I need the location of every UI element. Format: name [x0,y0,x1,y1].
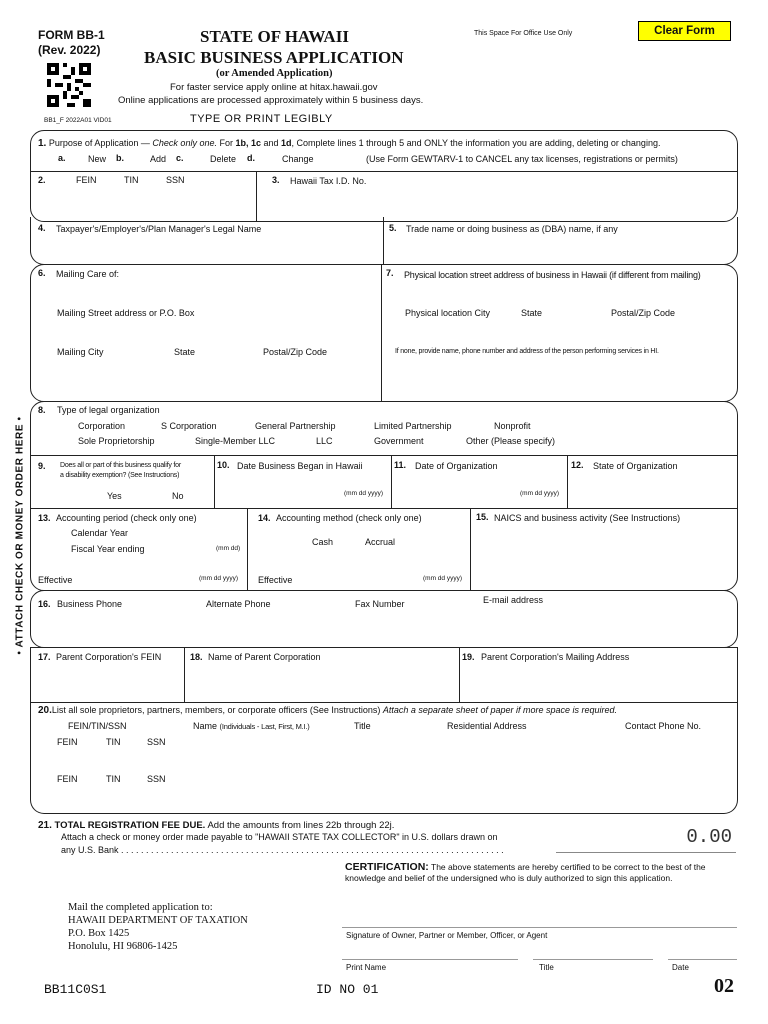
mail-city: Honolulu, HI 96806-1425 [68,941,178,952]
line-4-num: 4. [38,223,46,233]
accounting-period-label: Accounting period (check only one) [56,513,197,523]
row2-fein-checkbox[interactable]: FEIN [57,774,78,784]
parent-name-field[interactable] [190,667,454,697]
line-21-text-3: any U.S. Bank . . . . . . . . . . . . . . . . . . . . . . . . . . . . . . . . . . . . . . . . . . . . . . . . . . . . . . . . . . . . . . . . . . . . . . . . . . . . . [61,845,504,855]
org-other-checkbox[interactable]: Other (Please specify) [466,436,556,446]
line-7-num: 7. [386,268,394,278]
line-18-num: 18. [190,652,203,662]
form-rev: (Rev. 2022) [38,43,101,57]
title-field[interactable] [533,940,653,959]
dba-name-label: Trade name or doing business as (DBA) name, if any [406,224,618,234]
date-organization-label: Date of Organization [415,461,498,471]
cash-checkbox[interactable]: Cash [312,537,334,547]
officer-row-1-fields[interactable] [36,748,732,768]
title-line [533,959,653,960]
online-note-2: Online applications are processed approximately within 5 business days. [118,95,424,106]
divider [459,647,460,703]
option-add-checkbox[interactable]: Add [150,154,167,164]
physical-city-field[interactable] [386,320,732,342]
naics-label: NAICS and business activity (See Instructions) [494,513,681,523]
option-c-letter: c. [176,153,184,163]
signature-line [342,927,737,928]
disability-yes-checkbox[interactable]: Yes [107,491,122,501]
officers-phone-header: Contact Phone No. [625,721,702,731]
option-a-letter: a. [58,153,66,163]
cancel-note: (Use Form GEWTARV-1 to CANCEL any tax licenses, registrations or permits) [366,154,678,164]
divider [247,508,248,591]
calendar-year-checkbox[interactable]: Calendar Year [71,528,129,538]
row1-ssn-checkbox[interactable]: SSN [147,737,166,747]
form-code: BB1_F 2022A01 VID01 [44,117,112,124]
date-began-format: (mm dd yyyy) [344,490,383,497]
effective-method-field[interactable] [300,562,420,584]
fax-number-field[interactable] [340,614,470,642]
parent-address-field[interactable] [464,667,732,697]
mailing-state-label: State [174,347,196,357]
email-label: E-mail address [483,595,544,605]
footer-id: ID NO 01 [316,982,379,997]
org-s-corporation-checkbox[interactable]: S Corporation [161,421,217,431]
certification-text: CERTIFICATION: The above statements are hereby certified to be correct to the best of the knowledge and belief of the undersigned who is duly authorized to sign this application. [345,861,706,883]
fax-number-label: Fax Number [355,599,405,609]
clear-form-button[interactable]: Clear Form [638,21,731,41]
mailing-care-of-label: Mailing Care of: [56,269,120,279]
fiscal-format: (mm dd) [216,545,241,552]
line-11-num: 11. [394,460,407,470]
office-use-label: This Space For Office Use Only [474,30,573,37]
disability-question-1: Does all or part of this business qualify for [60,462,181,469]
org-single-member-llc-checkbox[interactable]: Single-Member LLC [195,436,276,446]
state-organization-label: State of Organization [593,461,678,471]
effective-period-format: (mm dd yyyy) [199,575,238,582]
org-corporation-checkbox[interactable]: Corporation [78,421,126,431]
officers-title-header: Title [354,721,371,731]
line-20-label: 20.List all sole proprietors, partners, members, or corporate officers (See Instructions) Attach a separate sheet of paper if more space is required. [38,705,618,716]
id-number-field[interactable] [34,190,252,218]
effective-method-format: (mm dd yyyy) [423,575,462,582]
form-subtitle: (or Amended Application) [216,68,333,79]
online-note-1: For faster service apply online at hitax.hawaii.gov [170,82,378,93]
row1-fein-checkbox[interactable]: FEIN [57,737,78,747]
divider [391,455,392,508]
parent-name-label: Name of Parent Corporation [208,652,321,662]
option-delete-checkbox[interactable]: Delete [210,154,237,164]
officers-id-header: FEIN/TIN/SSN [68,721,127,731]
disability-no-checkbox[interactable]: No [172,491,184,501]
mailing-city-label: Mailing City [57,347,104,357]
effective-method-label: Effective [258,575,293,585]
alternate-phone-field[interactable] [190,614,330,642]
line-3-num: 3. [272,175,280,185]
line-21-text-2: Attach a check or money order made payable to "HAWAII STATE TAX COLLECTOR" in U.S. dollars drawn on [61,832,498,842]
line-2-num: 2. [38,175,46,185]
line-19-num: 19. [462,652,475,662]
disability-question-2: a disability exemption? (See Instructions) [60,472,180,479]
hawaii-tax-id-label: Hawaii Tax I.D. No. [290,176,367,186]
line-16-num: 16. [38,599,51,609]
line-5-num: 5. [389,223,397,233]
date-began-label: Date Business Began in Hawaii [237,461,363,471]
print-name-line [342,959,518,960]
form-id: FORM BB-1 [38,28,105,42]
fiscal-year-checkbox[interactable]: Fiscal Year ending [71,544,145,554]
line-8-num: 8. [38,405,46,415]
line-15-num: 15. [476,512,489,522]
business-phone-label: Business Phone [57,599,123,609]
option-b-letter: b. [116,153,124,163]
line-13-num: 13. [38,513,51,523]
mailing-street-label: Mailing Street address or P.O. Box [57,308,195,318]
mail-dept: HAWAII DEPARTMENT OF TAXATION [68,915,248,926]
divider [184,647,185,703]
officers-address-header: Residential Address [447,721,527,731]
state-organization-field[interactable] [572,475,732,501]
line-9-num: 9. [38,461,46,471]
line-12-num: 12. [571,460,584,470]
alternate-phone-label: Alternate Phone [206,599,271,609]
officers-name-header: Name (Individuals - Last, First, M.I.) [193,721,310,731]
date-field[interactable] [668,940,737,959]
org-sole-proprietorship-checkbox[interactable]: Sole Proprietorship [78,436,155,446]
effective-period-label: Effective [38,575,73,585]
physical-location-label: Physical location street address of business in Hawaii (if different from mailing) [404,270,701,280]
footer-code: BB11C0S1 [44,982,107,997]
legal-name-label: Taxpayer's/Employer's/Plan Manager's Legal Name [56,224,262,234]
mail-to-label: Mail the completed application to: [68,902,213,913]
option-d-letter: d. [247,153,255,163]
parent-address-label: Parent Corporation's Mailing Address [481,652,630,662]
option-new-checkbox[interactable]: New [88,154,107,164]
physical-none-note: If none, provide name, phone number and address of the person performing services in HI. [395,348,659,355]
physical-state-label: State [521,308,543,318]
signature-field[interactable] [342,905,737,927]
mail-box: P.O. Box 1425 [68,928,130,939]
title-label: Title [539,963,554,972]
line-17-num: 17. [38,652,51,662]
line-1-purpose: 1. Purpose of Application — Check only one. For 1b, 1c and 1d, Complete lines 1 through 5 and ONLY the information you are adding, deleting or changing. [38,138,661,149]
parent-fein-field[interactable] [36,667,178,697]
line-10-num: 10. [217,460,230,470]
mailing-street-field[interactable] [36,320,376,342]
divider [30,171,738,172]
divider [214,455,215,508]
print-name-label: Print Name [346,963,387,972]
physical-zip-label: Postal/Zip Code [611,308,676,318]
form-title: BASIC BUSINESS APPLICATION [144,48,404,67]
email-field[interactable] [480,610,732,642]
page-number: 02 [714,975,734,997]
divider [567,455,568,508]
form-state: STATE OF HAWAII [200,27,349,46]
date-organization-field[interactable] [396,475,516,501]
option-change-checkbox[interactable]: Change [282,154,314,164]
org-limited-partnership-checkbox[interactable]: Limited Partnership [374,421,452,431]
effective-period-field[interactable] [80,562,196,584]
org-government-checkbox[interactable]: Government [374,436,424,446]
physical-contact-field[interactable] [386,360,732,396]
fein-checkbox[interactable]: FEIN [76,175,97,185]
legal-org-label: Type of legal organization [57,405,160,415]
date-began-field[interactable] [220,475,340,501]
divider [383,217,384,265]
total-fee-field[interactable]: 0.00 [686,826,732,848]
date-organization-format: (mm dd yyyy) [520,490,559,497]
line-21-label: 21. TOTAL REGISTRATION FEE DUE. Add the amounts from lines 22b through 22j. [38,820,395,831]
naics-field[interactable] [476,526,732,584]
org-general-partnership-checkbox[interactable]: General Partnership [255,421,336,431]
date-label: Date [672,963,689,972]
officer-row-2-fields[interactable] [36,785,732,807]
row2-ssn-checkbox[interactable]: SSN [147,774,166,784]
business-phone-field[interactable] [36,614,176,642]
mailing-zip-label: Postal/Zip Code [263,347,328,357]
dba-name-field[interactable] [388,238,732,260]
type-print-legibly: TYPE OR PRINT LEGIBLY [190,113,333,125]
attach-check-side-text: • ATTACH CHECK OR MONEY ORDER HERE • [14,416,26,655]
divider [256,171,257,222]
parent-fein-label: Parent Corporation's FEIN [56,652,162,662]
divider [470,508,471,591]
mailing-care-of-field[interactable] [36,282,376,304]
accounting-method-label: Accounting method (check only one) [276,513,422,523]
line-14-num: 14. [258,513,271,523]
org-nonprofit-checkbox[interactable]: Nonprofit [494,421,531,431]
org-llc-checkbox[interactable]: LLC [316,436,333,446]
legal-name-field[interactable] [36,238,378,260]
mailing-city-field[interactable] [36,360,376,396]
ssn-checkbox[interactable]: SSN [166,175,185,185]
signature-label: Signature of Owner, Partner or Member, Officer, or Agent [346,931,548,940]
hawaii-tax-id-field[interactable] [262,190,732,218]
row1-tin-checkbox[interactable]: TIN [106,737,121,747]
physical-street-field[interactable] [386,282,732,304]
print-name-field[interactable] [342,940,518,959]
total-fee-underline [556,852,736,853]
divider [30,455,738,456]
row2-tin-checkbox[interactable]: TIN [106,774,121,784]
divider [30,508,738,509]
physical-city-label: Physical location City [405,308,491,318]
date-line [668,959,737,960]
accrual-checkbox[interactable]: Accrual [365,537,396,547]
tin-checkbox[interactable]: TIN [124,175,139,185]
qr-code [47,63,91,107]
divider [381,264,382,402]
line-6-num: 6. [38,268,46,278]
